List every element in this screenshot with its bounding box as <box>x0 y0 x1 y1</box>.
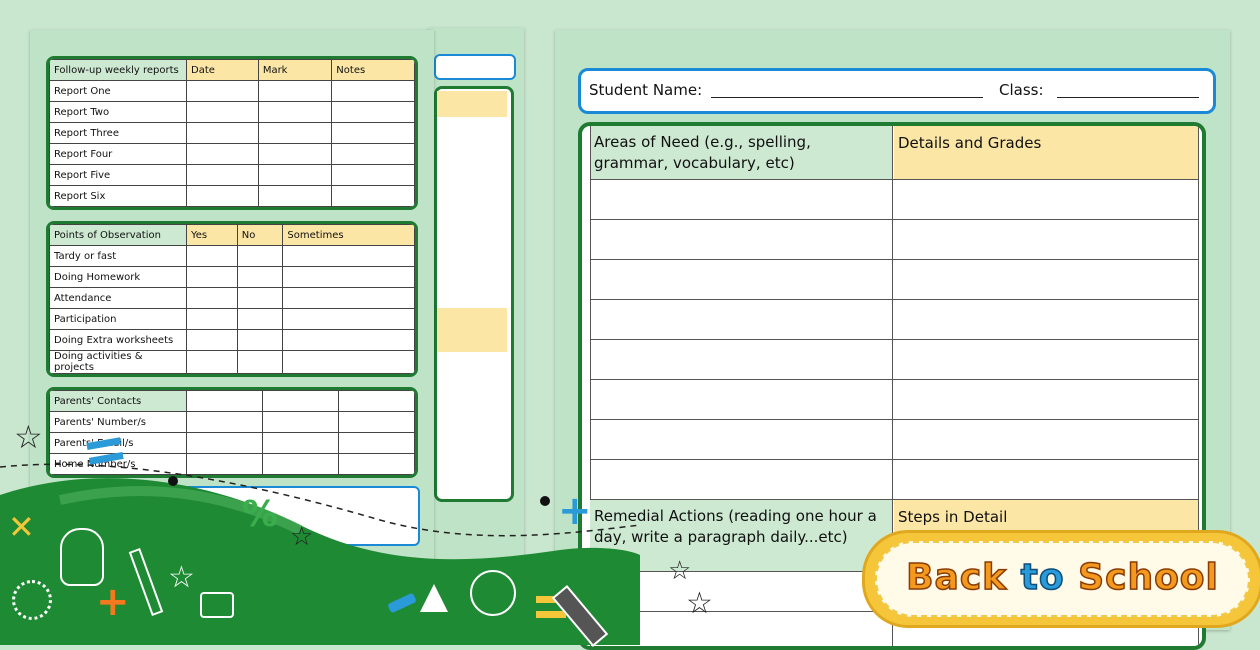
gear-icon <box>12 580 52 620</box>
green-percent-icon: % <box>242 494 279 535</box>
back-sheet-band-yellow-2 <box>437 308 507 352</box>
contacts-cell[interactable] <box>263 433 339 454</box>
report-row-label: Report Four <box>50 144 187 165</box>
sun-icon <box>470 570 516 616</box>
steps-header: Steps in Detail <box>898 508 1008 526</box>
outline-star-icon-4: ☆ <box>686 586 713 621</box>
needs-row-7[interactable] <box>590 420 1198 460</box>
observation-row-label: Doing Homework <box>50 267 187 288</box>
observation-cell[interactable] <box>187 267 238 288</box>
report-cell[interactable] <box>332 165 415 186</box>
back-to-school-badge <box>862 530 1260 628</box>
observation-cell[interactable] <box>187 288 238 309</box>
class-field[interactable] <box>1057 97 1199 98</box>
needs-row-8[interactable] <box>590 460 1198 500</box>
observation-cell[interactable] <box>187 309 238 330</box>
needs-row-6[interactable] <box>590 380 1198 420</box>
observation-cell[interactable] <box>237 267 283 288</box>
student-name-field[interactable] <box>711 97 983 98</box>
back-sheet-band-yellow <box>437 91 507 117</box>
observation-row-label: Doing activities & projects <box>50 351 187 374</box>
report-cell[interactable] <box>187 102 259 123</box>
lightbulb-icon <box>60 528 104 586</box>
report-cell[interactable] <box>258 165 331 186</box>
reports-header-2: Mark <box>258 60 331 81</box>
badge-word-to: to <box>1020 557 1065 598</box>
report-cell[interactable] <box>258 144 331 165</box>
report-cell[interactable] <box>258 81 331 102</box>
outline-star-icon-2: ☆ <box>290 522 314 552</box>
areas-header: Areas of Need (e.g., spelling, grammar, vocabulary, etc) <box>594 133 811 172</box>
observation-cell[interactable] <box>283 309 415 330</box>
observation-cell[interactable] <box>283 267 415 288</box>
needs-row-3[interactable] <box>590 260 1198 300</box>
reports-header-0: Follow-up weekly reports <box>50 60 187 81</box>
blue-plus-icon: + <box>558 488 592 534</box>
badge-word-school: School <box>1078 557 1219 598</box>
badge-word-back: Back <box>906 557 1008 598</box>
class-label: Class: <box>999 81 1044 99</box>
report-cell[interactable] <box>187 123 259 144</box>
observation-cell[interactable] <box>283 246 415 267</box>
student-name-label: Student Name: <box>589 81 703 99</box>
badge-title <box>877 557 1248 598</box>
badge-inner <box>875 541 1250 617</box>
observation-cell[interactable] <box>187 351 238 374</box>
observation-row-label: Tardy or fast <box>50 246 187 267</box>
reports-table <box>46 56 418 210</box>
outline-star-icon: ☆ <box>14 418 43 456</box>
report-cell[interactable] <box>332 102 415 123</box>
needs-row-2[interactable] <box>590 220 1198 260</box>
reports-header-3: Notes <box>332 60 415 81</box>
observation-cell[interactable] <box>283 351 415 374</box>
report-cell[interactable] <box>258 102 331 123</box>
contacts-cell[interactable] <box>187 433 263 454</box>
observation-cell[interactable] <box>237 288 283 309</box>
contacts-cell[interactable] <box>339 433 415 454</box>
triangle-icon <box>420 584 448 612</box>
remedial-header: Remedial Actions (reading one hour a day, write a paragraph daily...etc) <box>594 507 877 546</box>
observation-header-2: No <box>237 225 283 246</box>
observation-cell[interactable] <box>187 246 238 267</box>
black-dot-2 <box>540 496 550 506</box>
student-info-bar <box>578 68 1216 114</box>
needs-row-4[interactable] <box>590 300 1198 340</box>
observation-cell[interactable] <box>237 330 283 351</box>
report-cell[interactable] <box>187 81 259 102</box>
report-row-label: Report Three <box>50 123 187 144</box>
needs-row-5[interactable] <box>590 340 1198 380</box>
report-cell[interactable] <box>332 123 415 144</box>
needs-row-1[interactable] <box>590 180 1198 220</box>
report-row-label: Report Two <box>50 102 187 123</box>
report-cell[interactable] <box>187 144 259 165</box>
orange-plus-icon: + <box>96 579 130 625</box>
report-cell[interactable] <box>332 186 415 207</box>
star-icon: ☆ <box>168 560 195 595</box>
observation-table <box>46 221 418 377</box>
observation-row-label: Participation <box>50 309 187 330</box>
contacts-cell[interactable] <box>339 391 415 412</box>
report-row-label: Report Six <box>50 186 187 207</box>
observation-cell[interactable] <box>237 309 283 330</box>
report-cell[interactable] <box>187 165 259 186</box>
report-row-label: Report One <box>50 81 187 102</box>
observation-cell[interactable] <box>283 330 415 351</box>
camera-icon <box>200 592 234 618</box>
contacts-cell[interactable] <box>263 391 339 412</box>
contacts-cell[interactable] <box>187 391 263 412</box>
contacts-header: Parents' Contacts <box>50 391 187 412</box>
contacts-row-label: Parents' Email/s <box>50 433 187 454</box>
report-cell[interactable] <box>187 186 259 207</box>
observation-cell[interactable] <box>283 288 415 309</box>
black-dot <box>168 476 178 486</box>
back-sheet-name-bar <box>434 54 516 80</box>
contacts-cell[interactable] <box>263 412 339 433</box>
observation-cell[interactable] <box>237 351 283 374</box>
outline-star-icon-3: ☆ <box>668 556 692 586</box>
report-cell[interactable] <box>332 144 415 165</box>
observation-cell[interactable] <box>237 246 283 267</box>
observation-row-label: Attendance <box>50 288 187 309</box>
details-header: Details and Grades <box>898 134 1042 152</box>
contacts-row-label: Home Number/s <box>50 454 187 475</box>
report-cell[interactable] <box>258 186 331 207</box>
observation-header-0: Points of Observation <box>50 225 187 246</box>
report-cell[interactable] <box>332 81 415 102</box>
back-sheet-table <box>434 86 514 502</box>
observation-row-label: Doing Extra worksheets <box>50 330 187 351</box>
reports-header-1: Date <box>187 60 259 81</box>
report-row-label: Report Five <box>50 165 187 186</box>
observation-header-1: Yes <box>187 225 238 246</box>
observation-header-3: Sometimes <box>283 225 415 246</box>
contacts-cell[interactable] <box>187 412 263 433</box>
contacts-row-label: Parents' Number/s <box>50 412 187 433</box>
report-cell[interactable] <box>258 123 331 144</box>
contacts-cell[interactable] <box>339 412 415 433</box>
yellow-x-icon: ✕ <box>8 508 35 546</box>
header-row <box>590 126 1198 180</box>
observation-cell[interactable] <box>187 330 238 351</box>
